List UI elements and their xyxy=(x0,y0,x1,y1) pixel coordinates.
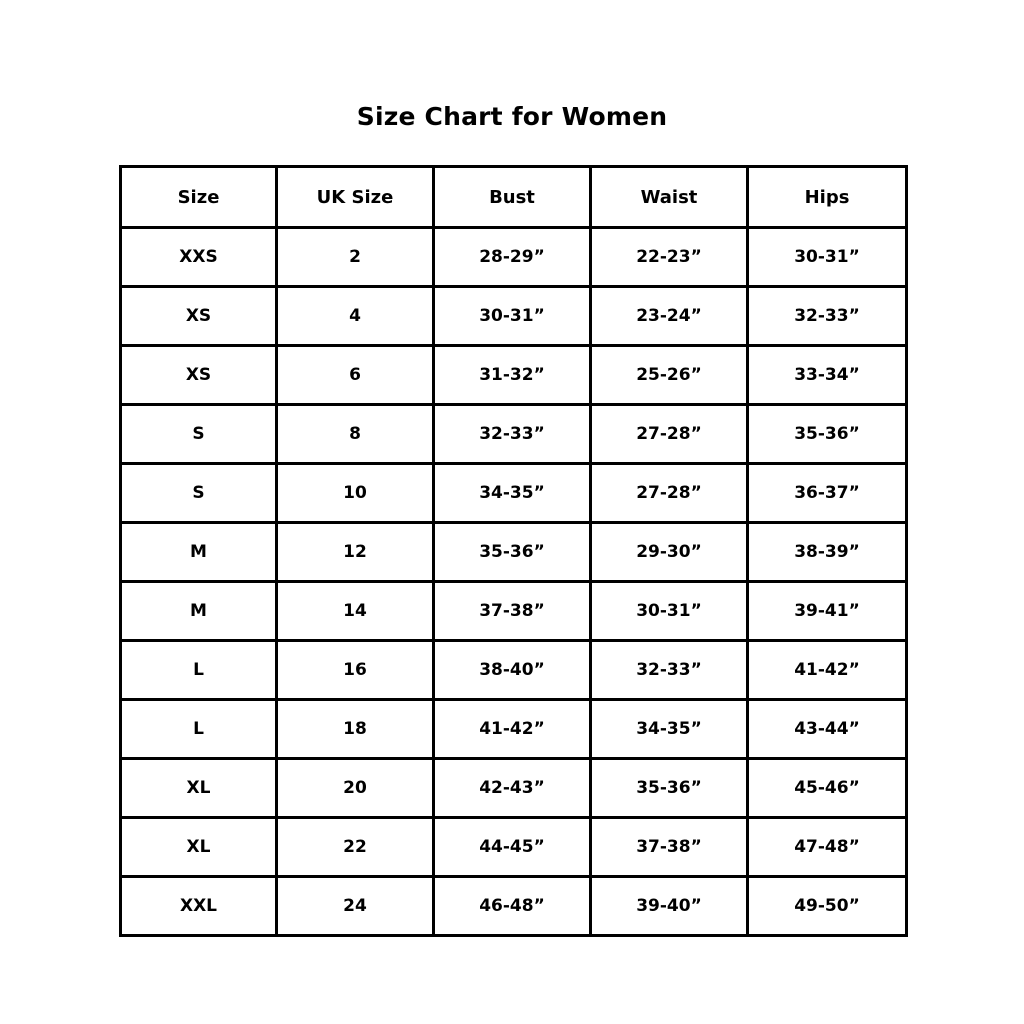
table-row xyxy=(121,759,907,818)
table-body xyxy=(121,228,907,936)
cell-bust: 44-45” xyxy=(434,818,591,877)
cell-waist: 32-33” xyxy=(591,641,748,700)
cell-hips: 39-41” xyxy=(748,582,907,641)
cell-uk-size: 24 xyxy=(277,877,434,936)
cell-hips: 32-33” xyxy=(748,287,907,346)
table-row xyxy=(121,346,907,405)
cell-size: XXS xyxy=(121,228,277,287)
cell-hips: 47-48” xyxy=(748,818,907,877)
cell-size: XXL xyxy=(121,877,277,936)
cell-uk-size: 20 xyxy=(277,759,434,818)
cell-size: XS xyxy=(121,287,277,346)
cell-waist: 30-31” xyxy=(591,582,748,641)
table-row xyxy=(121,287,907,346)
cell-size: L xyxy=(121,641,277,700)
cell-bust: 35-36” xyxy=(434,523,591,582)
cell-size: XL xyxy=(121,759,277,818)
cell-size: S xyxy=(121,464,277,523)
column-header-hips: Hips xyxy=(748,167,907,228)
cell-uk-size: 18 xyxy=(277,700,434,759)
cell-hips: 36-37” xyxy=(748,464,907,523)
cell-waist: 27-28” xyxy=(591,405,748,464)
cell-size: M xyxy=(121,523,277,582)
cell-uk-size: 6 xyxy=(277,346,434,405)
table-row xyxy=(121,877,907,936)
table-header xyxy=(121,167,907,228)
cell-hips: 41-42” xyxy=(748,641,907,700)
page-title: Size Chart for Women xyxy=(356,102,668,131)
cell-hips: 35-36” xyxy=(748,405,907,464)
cell-uk-size: 8 xyxy=(277,405,434,464)
cell-uk-size: 2 xyxy=(277,228,434,287)
cell-waist: 22-23” xyxy=(591,228,748,287)
cell-bust: 37-38” xyxy=(434,582,591,641)
cell-waist: 29-30” xyxy=(591,523,748,582)
cell-bust: 34-35” xyxy=(434,464,591,523)
table-header-row xyxy=(121,167,907,228)
cell-waist: 35-36” xyxy=(591,759,748,818)
cell-waist: 34-35” xyxy=(591,700,748,759)
cell-uk-size: 10 xyxy=(277,464,434,523)
table-row xyxy=(121,582,907,641)
cell-bust: 28-29” xyxy=(434,228,591,287)
cell-uk-size: 12 xyxy=(277,523,434,582)
table-row xyxy=(121,228,907,287)
table-row xyxy=(121,641,907,700)
table-row xyxy=(121,523,907,582)
cell-waist: 39-40” xyxy=(591,877,748,936)
table-row xyxy=(121,464,907,523)
table-row xyxy=(121,700,907,759)
size-chart-table-wrapper xyxy=(119,165,905,937)
column-header-waist: Waist xyxy=(591,167,748,228)
size-chart-table xyxy=(119,165,908,937)
cell-hips: 49-50” xyxy=(748,877,907,936)
cell-size: XS xyxy=(121,346,277,405)
cell-hips: 38-39” xyxy=(748,523,907,582)
table-row xyxy=(121,405,907,464)
cell-bust: 38-40” xyxy=(434,641,591,700)
cell-size: L xyxy=(121,700,277,759)
cell-uk-size: 16 xyxy=(277,641,434,700)
cell-bust: 31-32” xyxy=(434,346,591,405)
cell-waist: 25-26” xyxy=(591,346,748,405)
cell-bust: 42-43” xyxy=(434,759,591,818)
cell-bust: 41-42” xyxy=(434,700,591,759)
cell-bust: 46-48” xyxy=(434,877,591,936)
column-header-uk-size: UK Size xyxy=(277,167,434,228)
cell-bust: 30-31” xyxy=(434,287,591,346)
cell-waist: 27-28” xyxy=(591,464,748,523)
cell-hips: 30-31” xyxy=(748,228,907,287)
table-row xyxy=(121,818,907,877)
cell-hips: 43-44” xyxy=(748,700,907,759)
column-header-bust: Bust xyxy=(434,167,591,228)
cell-uk-size: 4 xyxy=(277,287,434,346)
cell-size: XL xyxy=(121,818,277,877)
cell-hips: 33-34” xyxy=(748,346,907,405)
cell-uk-size: 22 xyxy=(277,818,434,877)
cell-size: M xyxy=(121,582,277,641)
cell-uk-size: 14 xyxy=(277,582,434,641)
cell-waist: 23-24” xyxy=(591,287,748,346)
cell-bust: 32-33” xyxy=(434,405,591,464)
column-header-size: Size xyxy=(121,167,277,228)
cell-size: S xyxy=(121,405,277,464)
cell-hips: 45-46” xyxy=(748,759,907,818)
cell-waist: 37-38” xyxy=(591,818,748,877)
